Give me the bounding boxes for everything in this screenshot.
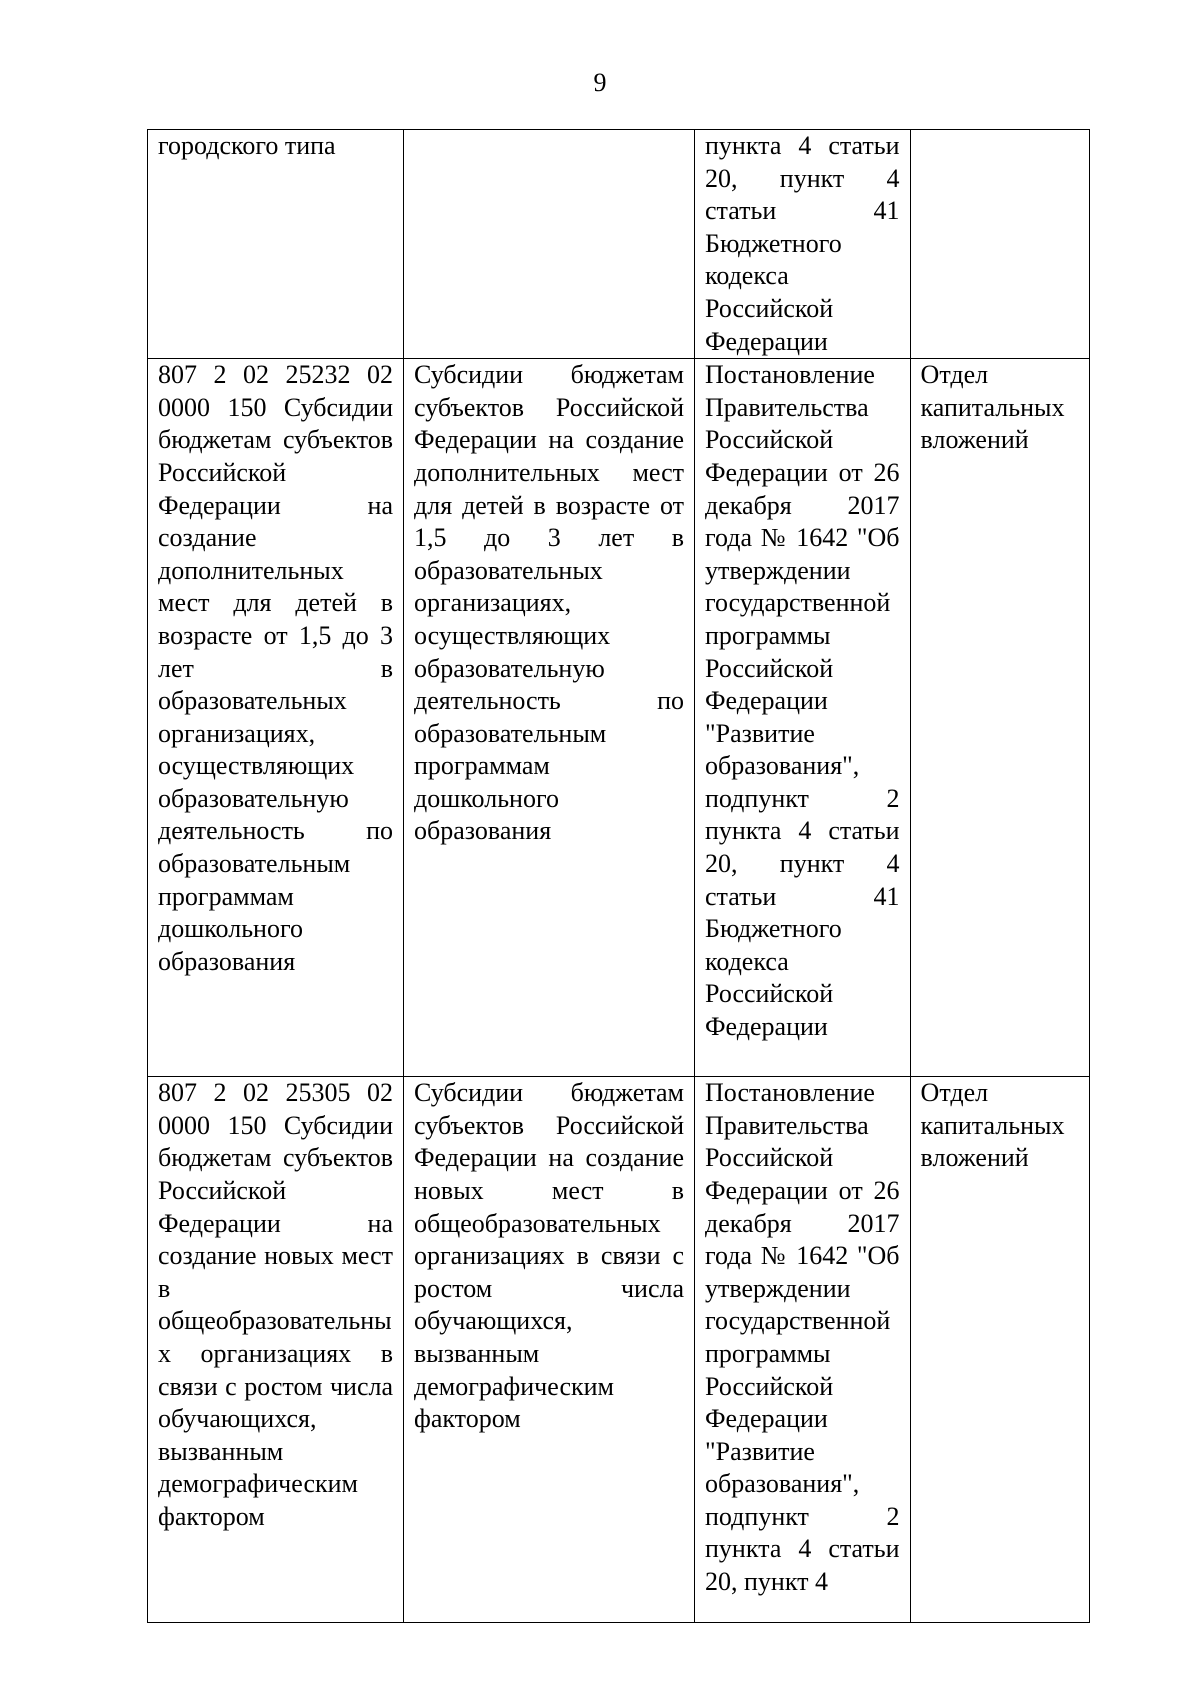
table-row [148, 1077, 1090, 1623]
description-cell: Субсидии бюджетам субъектов Российской Федерации на создание дополнительных мест для детей в возрасте от 1,5 до 3 лет в образовательных организациях, осуществляющих образовательную деятельность по образовательным программам дошкольного образования [404, 359, 695, 1077]
code-and-name-cell: 807 2 02 25305 02 0000 150 Субсидии бюджетам субъектов Российской Федерации на создание новых мест в общеобразовательных организациях в связи с ростом числа обучающихся, вызванным демографическим фактором [148, 1077, 404, 1623]
legal-basis-cell: пункта 4 статьи 20, пункт 4 статьи 41 Бюджетного кодекса Российской Федерации [695, 130, 911, 359]
page-number: 9 [593, 68, 607, 97]
code-and-name-cell: городского типа [148, 130, 404, 359]
table-row [148, 359, 1090, 1077]
description-cell [404, 130, 695, 359]
description-cell: Субсидии бюджетам субъектов Российской Федерации на создание новых мест в общеобразовательных организациях в связи с ростом числа обучающихся, вызванным демографическим фактором [404, 1077, 695, 1623]
code-and-name-cell: 807 2 02 25232 02 0000 150 Субсидии бюджетам субъектов Российской Федерации на создание дополнительных мест для детей в возрасте от 1,5 до 3 лет в образовательных организациях, осуществляющих образовательную деятельность по образовательным программам дошкольного образования [148, 359, 404, 1077]
responsible-cell: Отдел капитальных вложений [910, 359, 1089, 1077]
revenue-classification-table [147, 129, 1090, 1623]
legal-basis-cell: Постановление Правительства Российской Федерации от 26 декабря 2017 года № 1642 "Об утверждении государственной программы Российской Федерации "Развитие образования", подпункт 2 пункта 4 статьи 20, пункт 4 [695, 1077, 911, 1623]
legal-basis-cell: Постановление Правительства Российской Федерации от 26 декабря 2017 года № 1642 "Об утверждении государственной программы Российской Федерации "Развитие образования", подпункт 2 пункта 4 статьи 20, пункт 4 статьи 41 Бюджетного кодекса Российской Федерации [695, 359, 911, 1077]
responsible-cell [910, 130, 1089, 359]
table-row [148, 130, 1090, 359]
responsible-cell: Отдел капитальных вложений [910, 1077, 1089, 1623]
